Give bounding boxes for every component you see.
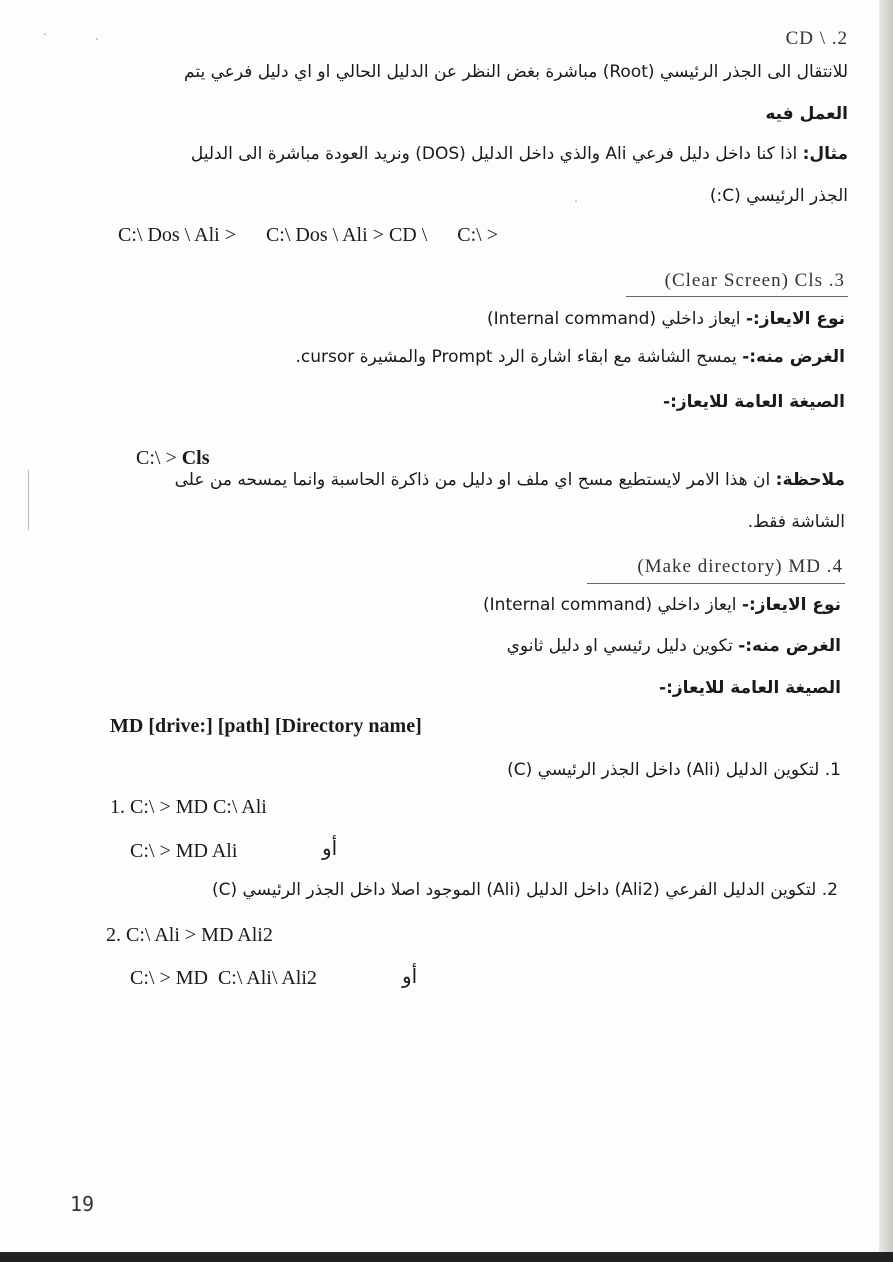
section-3-syntax-label: الصيغة العامة للايعاز:-	[663, 392, 845, 412]
or-label: أو	[322, 836, 338, 860]
section-3-note-cont: الشاشة فقط.	[747, 512, 845, 532]
section-3-note	[175, 470, 845, 490]
purpose-label: الغرض منه:-	[738, 636, 841, 656]
or-label: أو	[402, 964, 418, 988]
scan-bottom-edge	[0, 1252, 893, 1262]
type-label: نوع الايعاز:-	[741, 595, 841, 615]
section-4-title: (Make directory) MD .4	[637, 556, 843, 577]
page-number: 19	[70, 1192, 95, 1216]
section-4-syntax-label: الصيغة العامة للايعاز:-	[659, 678, 841, 698]
note-text: ان هذا الامر لايستطيع مسح اي ملف او دليل من ذاكرة الحاسبة وانما يمسحه من على	[174, 470, 776, 490]
scan-speck	[28, 470, 29, 530]
scan-right-edge	[879, 0, 893, 1262]
scan-speck	[575, 200, 577, 202]
example-text: اذا كنا داخل دليل فرعي Ali والذي داخل الدليل (DOS) ونريد العودة مباشرة الى الدليل	[190, 144, 803, 164]
section-4-syntax: MD [drive:] [path] [Directory name]	[110, 715, 422, 737]
scan-speck	[44, 33, 46, 35]
item-1-description: 1. لتكوين الدليل (Ali) داخل الجذر الرئيسي (C)	[507, 760, 841, 780]
purpose-text: تكوين دليل رئيسي او دليل ثانوي	[506, 636, 739, 656]
section-3-purpose	[295, 347, 845, 367]
section-4-purpose	[507, 636, 841, 656]
type-label: نوع الايعاز:-	[745, 309, 845, 329]
item-2-description: 2. لتكوين الدليل الفرعي (Ali2) داخل الدليل (Ali) الموجود اصلا داخل الجذر الرئيسي (C)	[211, 880, 838, 900]
command-name: Cls	[181, 447, 210, 469]
type-text: ايعاز داخلي (Internal command)	[487, 309, 746, 329]
section-2-command: C:\ Dos \ Ali > C:\ Dos \ Ali > CD \ C:\ >	[118, 224, 499, 246]
section-2-paragraph-cont: العمل فيه	[765, 104, 848, 124]
section-2-example	[191, 144, 848, 164]
note-label: ملاحظة:	[775, 470, 845, 490]
type-text: ايعاز داخلي (Internal command)	[483, 595, 742, 615]
section-3-underline	[626, 296, 848, 297]
item-1-command: 1. C:\ > MD C:\ Ali	[110, 796, 267, 818]
example-label: مثال:	[802, 144, 848, 164]
section-2-title: CD \ .2	[785, 28, 848, 49]
purpose-label: الغرض منه:-	[742, 347, 845, 367]
item-2-command: 2. C:\ Ali > MD Ali2	[106, 924, 273, 946]
section-2-example-cont: الجذر الرئيسي (C:)	[709, 186, 848, 206]
item-2-command-alt: C:\ > MD C:\ Ali\ Ali2	[130, 967, 317, 989]
section-4-underline	[587, 583, 845, 584]
section-4-type	[483, 595, 841, 615]
section-3-type	[487, 309, 845, 329]
purpose-text: يمسح الشاشة مع ابقاء اشارة الرد Prompt والمشيرة cursor.	[295, 347, 743, 367]
section-3-title: (Clear Screen) Cls .3	[664, 270, 845, 291]
section-2-paragraph: للانتقال الى الجذر الرئيسي (Root) مباشرة بغض النظر عن الدليل الحالي او اي دليل فرعي يتم	[184, 62, 848, 82]
command-prefix: C:\ >	[136, 447, 182, 469]
scan-speck	[96, 38, 98, 40]
item-1-command-alt: C:\ > MD Ali	[130, 840, 238, 862]
